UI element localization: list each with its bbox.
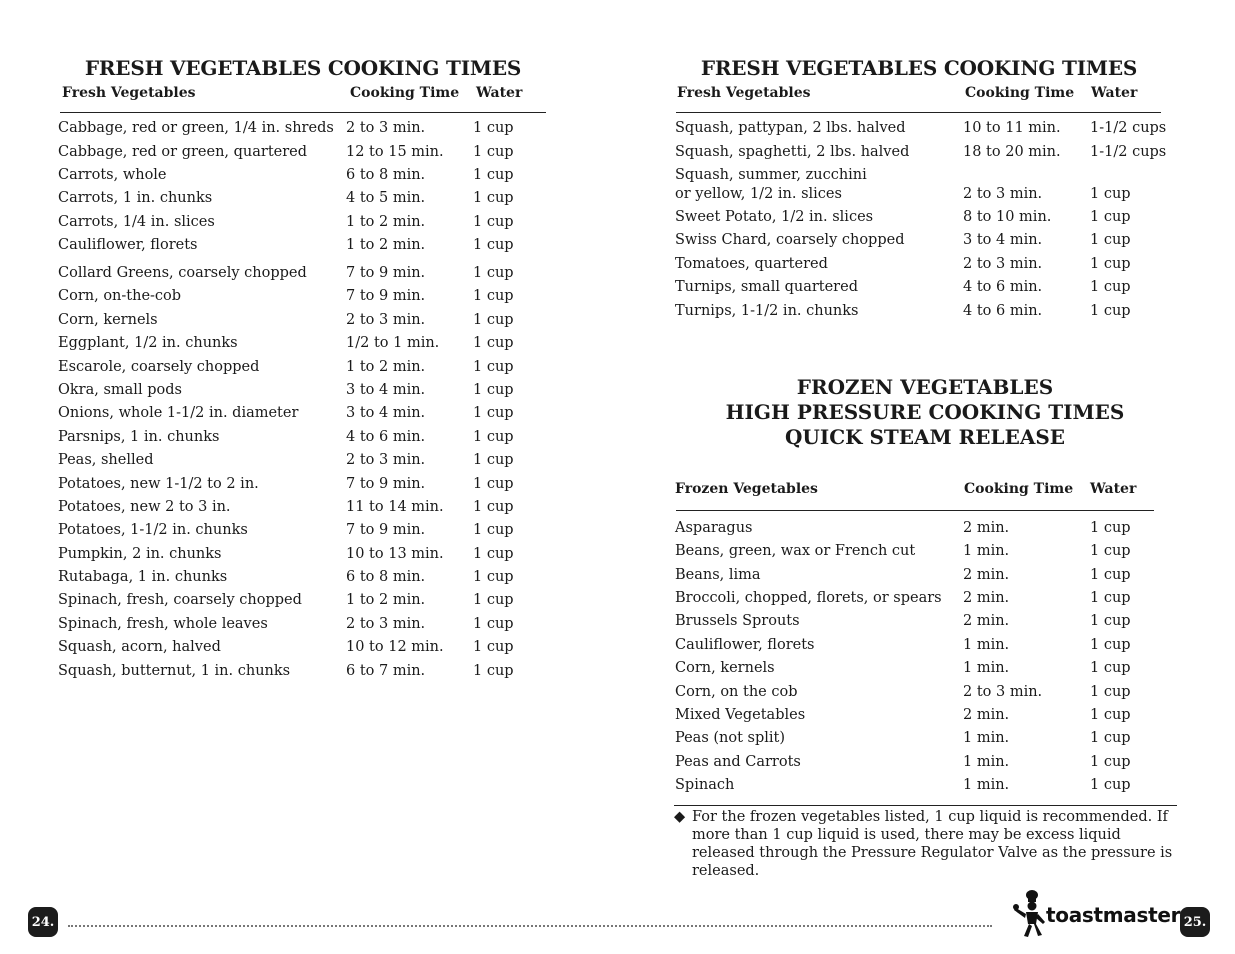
- cell-time: 10 to 11 min.: [963, 120, 1061, 136]
- cell-water: 1 cup: [1090, 684, 1131, 700]
- cell-water: 1 cup: [473, 120, 514, 136]
- cell-water: 1 cup: [1090, 186, 1131, 202]
- frozen-note-text: For the frozen vegetables listed, 1 cup liquid is recommended. If more than 1 cup liquid is used, there may be excess liquid released through the Pressure Regulator Valve as the pressure is released.: [692, 809, 1173, 879]
- cell-item: Tomatoes, quartered: [675, 256, 828, 272]
- cell-water: 1 cup: [1090, 707, 1131, 723]
- cell-water: 1 cup: [473, 288, 514, 304]
- cell-time: 10 to 13 min.: [346, 546, 444, 562]
- cell-time: 2 to 3 min.: [963, 256, 1043, 272]
- cell-time: 7 to 9 min.: [346, 288, 426, 304]
- cell-item: Brussels Sprouts: [675, 613, 800, 629]
- cell-time: 1/2 to 1 min.: [346, 335, 440, 351]
- cell-water: 1 cup: [1090, 256, 1131, 272]
- cell-water: 1 cup: [473, 359, 514, 375]
- chef-figure-icon: [1012, 888, 1048, 940]
- cell-water: 1 cup: [1090, 777, 1131, 793]
- cell-water: 1 cup: [473, 546, 514, 562]
- cell-time: 2 min.: [963, 567, 1010, 583]
- cell-time: 6 to 8 min.: [346, 167, 426, 183]
- right-header-rule: [676, 112, 1161, 113]
- cell-time: 10 to 12 min.: [346, 639, 444, 655]
- frozen-title-line-2: HIGH PRESSURE COOKING TIMES: [725, 400, 1125, 424]
- cell-water: 1 cup: [1090, 730, 1131, 746]
- cell-water: 1 cup: [473, 452, 514, 468]
- frozen-title-line-1: FROZEN VEGETABLES: [796, 375, 1054, 399]
- cell-water: 1 cup: [473, 476, 514, 492]
- cell-item: Cauliflower, florets: [58, 237, 198, 253]
- cell-item: Sweet Potato, 1/2 in. slices: [675, 209, 874, 225]
- cell-time: 2 min.: [963, 590, 1010, 606]
- cell-item: Potatoes, new 2 to 3 in.: [58, 499, 231, 515]
- cell-item: or yellow, 1/2 in. slices: [675, 186, 842, 202]
- cell-item: Squash, summer, zucchini: [675, 167, 867, 183]
- cell-water: 1 cup: [1090, 590, 1131, 606]
- cell-time: 1 min.: [963, 754, 1010, 770]
- left-header-time: Cooking Time: [350, 85, 460, 101]
- cell-water: 1 cup: [473, 214, 514, 230]
- cell-item: Squash, pattypan, 2 lbs. halved: [675, 120, 906, 136]
- cell-time: 4 to 6 min.: [346, 429, 426, 445]
- cell-time: 1 to 2 min.: [346, 592, 426, 608]
- cell-item: Carrots, whole: [58, 167, 167, 183]
- cell-time: 2 to 3 min.: [346, 452, 426, 468]
- cell-time: 2 to 3 min.: [963, 684, 1043, 700]
- cell-water: 1 cup: [473, 592, 514, 608]
- cell-time: 3 to 4 min.: [963, 232, 1043, 248]
- cell-time: 1 min.: [963, 660, 1010, 676]
- cell-item: Carrots, 1/4 in. slices: [58, 214, 215, 230]
- cell-item: Corn, kernels: [58, 312, 158, 328]
- cell-water: 1 cup: [1090, 303, 1131, 319]
- cell-water: 1 cup: [1090, 567, 1131, 583]
- cell-item: Pumpkin, 2 in. chunks: [58, 546, 222, 562]
- cell-water: 1 cup: [473, 405, 514, 421]
- cell-item: Cabbage, red or green, 1/4 in. shreds: [58, 120, 334, 136]
- frozen-header-item: Frozen Vegetables: [675, 481, 818, 497]
- cell-time: 1 min.: [963, 777, 1010, 793]
- right-page-number: 25.: [1180, 907, 1210, 937]
- cell-time: 2 to 3 min.: [346, 120, 426, 136]
- cell-water: 1 cup: [1090, 754, 1131, 770]
- cell-time: 12 to 15 min.: [346, 144, 444, 160]
- cell-water: 1 cup: [1090, 613, 1131, 629]
- cell-water: 1 cup: [473, 190, 514, 206]
- cell-item: Eggplant, 1/2 in. chunks: [58, 335, 238, 351]
- cell-item: Escarole, coarsely chopped: [58, 359, 260, 375]
- cell-water: 1 cup: [473, 237, 514, 253]
- cell-time: 7 to 9 min.: [346, 522, 426, 538]
- cell-water: 1-1/2 cups: [1090, 144, 1167, 160]
- left-header-water: Water: [476, 85, 523, 101]
- cell-item: Okra, small pods: [58, 382, 182, 398]
- cell-item: Spinach, fresh, coarsely chopped: [58, 592, 302, 608]
- cell-item: Potatoes, 1-1/2 in. chunks: [58, 522, 248, 538]
- cell-item: Collard Greens, coarsely chopped: [58, 265, 307, 281]
- cell-time: 2 min.: [963, 520, 1010, 536]
- frozen-header-rule: [676, 510, 1154, 511]
- cell-time: 4 to 6 min.: [963, 279, 1043, 295]
- cell-water: 1 cup: [473, 312, 514, 328]
- cell-item: Spinach: [675, 777, 735, 793]
- cell-time: 7 to 9 min.: [346, 265, 426, 281]
- cell-item: Turnips, small quartered: [675, 279, 858, 295]
- cell-water: 1 cup: [473, 639, 514, 655]
- cell-time: 1 min.: [963, 730, 1010, 746]
- cell-water: 1 cup: [1090, 543, 1131, 559]
- cell-item: Squash, acorn, halved: [58, 639, 221, 655]
- cell-item: Squash, butternut, 1 in. chunks: [58, 663, 291, 679]
- cell-water: 1-1/2 cups: [1090, 120, 1167, 136]
- frozen-bottom-rule: [674, 805, 1177, 806]
- left-header-item: Fresh Vegetables: [62, 85, 196, 101]
- cell-water: 1 cup: [473, 569, 514, 585]
- cell-item: Rutabaga, 1 in. chunks: [58, 569, 228, 585]
- cell-time: 3 to 4 min.: [346, 382, 426, 398]
- frozen-title-line-3: QUICK STEAM RELEASE: [784, 425, 1066, 449]
- cell-item: Potatoes, new 1-1/2 to 2 in.: [58, 476, 259, 492]
- left-page-title: FRESH VEGETABLES COOKING TIMES: [84, 56, 522, 80]
- cell-time: 1 min.: [963, 637, 1010, 653]
- cell-water: 1 cup: [1090, 209, 1131, 225]
- cell-water: 1 cup: [473, 499, 514, 515]
- cell-water: 1 cup: [473, 522, 514, 538]
- cell-item: Carrots, 1 in. chunks: [58, 190, 213, 206]
- cell-water: 1 cup: [1090, 279, 1131, 295]
- cell-water: 1 cup: [1090, 232, 1131, 248]
- cell-time: 8 to 10 min.: [963, 209, 1052, 225]
- cell-item: Beans, green, wax or French cut: [675, 543, 916, 559]
- cell-item: Squash, spaghetti, 2 lbs. halved: [675, 144, 910, 160]
- cell-time: 7 to 9 min.: [346, 476, 426, 492]
- cell-time: 2 to 3 min.: [346, 616, 426, 632]
- cell-item: Parsnips, 1 in. chunks: [58, 429, 220, 445]
- cell-time: 1 to 2 min.: [346, 359, 426, 375]
- cell-item: Peas and Carrots: [675, 754, 801, 770]
- cell-time: 3 to 4 min.: [346, 405, 426, 421]
- cell-water: 1 cup: [473, 429, 514, 445]
- right-header-item: Fresh Vegetables: [677, 85, 811, 101]
- cell-item: Mixed Vegetables: [675, 707, 806, 723]
- frozen-header-water: Water: [1090, 481, 1137, 497]
- cell-time: 2 to 3 min.: [346, 312, 426, 328]
- cell-time: 1 to 2 min.: [346, 237, 426, 253]
- cell-time: 6 to 8 min.: [346, 569, 426, 585]
- cell-item: Corn, kernels: [675, 660, 775, 676]
- left-page-number: 24.: [28, 907, 58, 937]
- cell-time: 4 to 6 min.: [963, 303, 1043, 319]
- cell-water: 1 cup: [473, 265, 514, 281]
- cell-time: 18 to 20 min.: [963, 144, 1061, 160]
- brand-wordmark: toastmaster: [1046, 903, 1188, 927]
- right-page-title: FRESH VEGETABLES COOKING TIMES: [700, 56, 1138, 80]
- cell-time: 1 min.: [963, 543, 1010, 559]
- cell-item: Swiss Chard, coarsely chopped: [675, 232, 905, 248]
- frozen-note: [674, 808, 1184, 880]
- cell-time: 4 to 5 min.: [346, 190, 426, 206]
- left-header-rule: [60, 112, 546, 113]
- right-header-time: Cooking Time: [965, 85, 1075, 101]
- cell-water: 1 cup: [473, 663, 514, 679]
- cell-item: Peas, shelled: [58, 452, 154, 468]
- cell-item: Beans, lima: [675, 567, 761, 583]
- cell-item: Cauliflower, florets: [675, 637, 815, 653]
- toastmaster-logo: [1012, 888, 1181, 940]
- cell-item: Corn, on the cob: [675, 684, 798, 700]
- cell-time: 2 min.: [963, 707, 1010, 723]
- cell-water: 1 cup: [473, 382, 514, 398]
- cell-time: 1 to 2 min.: [346, 214, 426, 230]
- cell-time: 2 to 3 min.: [963, 186, 1043, 202]
- cell-item: Cabbage, red or green, quartered: [58, 144, 308, 160]
- cell-time: 2 min.: [963, 613, 1010, 629]
- cell-water: 1 cup: [1090, 637, 1131, 653]
- cell-item: Onions, whole 1-1/2 in. diameter: [58, 405, 299, 421]
- cell-item: Broccoli, chopped, florets, or spears: [675, 590, 942, 606]
- cell-water: 1 cup: [473, 167, 514, 183]
- frozen-header-time: Cooking Time: [964, 481, 1074, 497]
- cell-item: Asparagus: [675, 520, 753, 536]
- cell-item: Spinach, fresh, whole leaves: [58, 616, 268, 632]
- cell-water: 1 cup: [473, 335, 514, 351]
- cell-time: 6 to 7 min.: [346, 663, 426, 679]
- cell-water: 1 cup: [473, 616, 514, 632]
- cell-item: Turnips, 1-1/2 in. chunks: [675, 303, 859, 319]
- cell-item: Peas (not split): [675, 730, 786, 746]
- cell-water: 1 cup: [1090, 520, 1131, 536]
- right-header-water: Water: [1091, 85, 1138, 101]
- frozen-section-title: [672, 375, 1178, 450]
- cell-item: Corn, on-the-cob: [58, 288, 182, 304]
- cell-time: 11 to 14 min.: [346, 499, 444, 515]
- cell-water: 1 cup: [1090, 660, 1131, 676]
- diamond-bullet-icon: ◆: [674, 809, 686, 825]
- cell-water: 1 cup: [473, 144, 514, 160]
- footer-dotted-rule: [68, 925, 992, 927]
